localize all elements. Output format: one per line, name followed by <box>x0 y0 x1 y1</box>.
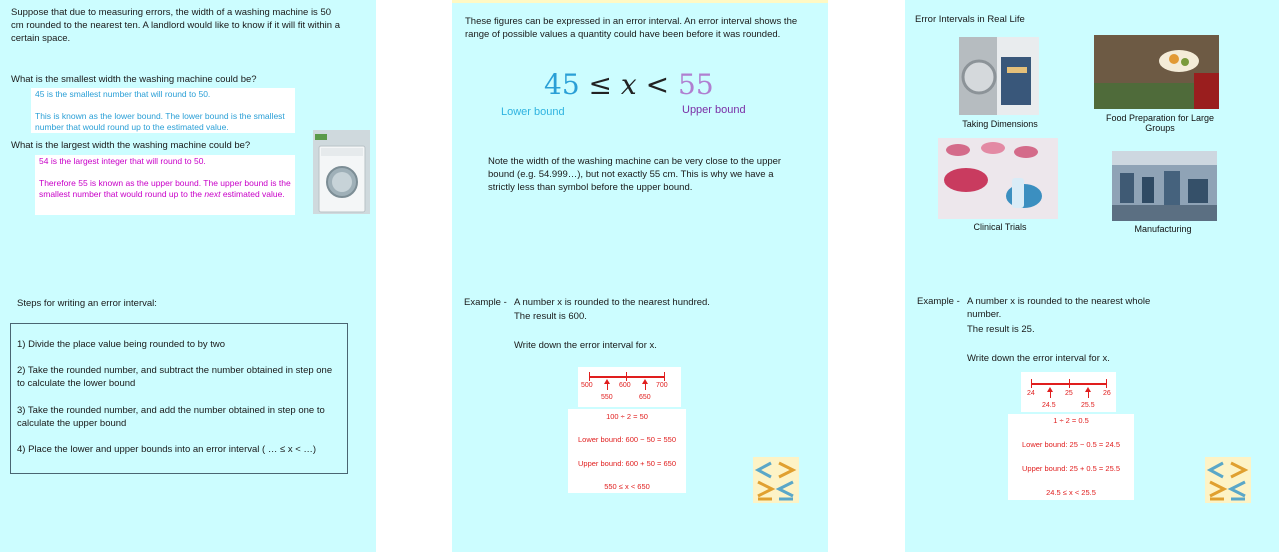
step-3: 3) Take the rounded number, and add the number obtained in step one to calculate the upper bound <box>17 405 325 429</box>
slide-panel-3 <box>905 0 1279 552</box>
working3-line-1: 1 ÷ 2 = 0.5 <box>1053 416 1089 425</box>
example3-line-1: A number x is rounded to the nearest whole number. <box>967 296 1151 320</box>
example3-line-2: The result is 25. <box>967 324 1035 335</box>
label-25-5: 25.5 <box>1081 402 1095 409</box>
working3-line-4: 24.5 ≤ x < 25.5 <box>1046 488 1096 497</box>
example-label: Example - <box>464 297 507 308</box>
upper-bound-label: Upper bound <box>682 104 746 116</box>
example-line-2: The result is 600. <box>514 311 587 322</box>
washing-machine-photo <box>313 130 370 214</box>
working-line-2: Lower bound: 600 − 50 = 550 <box>578 435 676 444</box>
working-line-4: 550 ≤ x < 650 <box>604 482 650 491</box>
caption-food-preparation: Food Preparation for Large Groups <box>1105 113 1215 133</box>
slide-panel-1 <box>0 0 376 552</box>
working-box-3 <box>1008 414 1134 500</box>
clinical-trials-photo <box>938 138 1058 219</box>
example3-line-3: Write down the error interval for x. <box>967 353 1110 364</box>
x-variable: x <box>620 68 637 101</box>
answer-largest-line1: 54 is the largest integer that will round to 50. <box>39 156 206 166</box>
label-24: 24 <box>1027 390 1035 397</box>
lower-bound-label: Lower bound <box>501 106 565 118</box>
top-strip <box>452 0 828 3</box>
working-box <box>568 409 686 493</box>
le-symbol: ≤ <box>588 68 613 101</box>
inequality-symbols-icon <box>753 457 799 503</box>
tick <box>589 372 590 381</box>
caption-manufacturing: Manufacturing <box>1134 224 1192 234</box>
slide-panel-2 <box>452 0 828 552</box>
tick <box>1106 379 1107 388</box>
working-line-3: Upper bound: 600 + 50 = 650 <box>578 459 676 468</box>
arrow-stem <box>1088 391 1089 398</box>
answer-smallest-line2: This is known as the lower bound. The lower bound is the smallest number that would round up to the estimated value. <box>35 111 285 132</box>
upper-number: 55 <box>678 68 714 101</box>
intro-text: Suppose that due to measuring errors, the width of a washing machine is 50 cm rounded to the nearest ten. A landlord would like to know if it will fit within a certain space. <box>11 7 340 44</box>
number-line-bar <box>589 376 665 378</box>
arrow-stem <box>607 383 608 390</box>
answer-smallest-line1: 45 is the smallest number that will round to 50. <box>35 89 211 99</box>
tick <box>626 372 627 381</box>
caption-taking-dimensions: Taking Dimensions <box>962 119 1038 129</box>
label-24-5: 24.5 <box>1042 402 1056 409</box>
answer-largest-line2: Therefore 55 is known as the upper bound. The upper bound is the smallest number that would round up to the next estimated value. <box>39 178 291 199</box>
arrow-stem <box>645 383 646 390</box>
label-25: 25 <box>1065 390 1073 397</box>
food-preparation-photo <box>1094 35 1219 109</box>
label-600: 600 <box>619 382 631 389</box>
answer-smallest-box <box>31 88 295 133</box>
label-26: 26 <box>1103 390 1111 397</box>
intro-text-2: These figures can be expressed in an error interval. An error interval shows the range of possible values a quantity could have been before it was rounded. <box>465 16 798 40</box>
lower-number: 45 <box>544 68 580 101</box>
label-700: 700 <box>656 382 668 389</box>
arrow-stem <box>1050 391 1051 398</box>
tick <box>1031 379 1032 388</box>
label-650: 650 <box>639 394 651 401</box>
tick <box>664 372 665 381</box>
inequality-symbols-icon <box>1205 457 1251 503</box>
measuring-photo <box>959 37 1039 115</box>
real-life-title: Error Intervals in Real Life <box>915 14 1025 25</box>
answer-largest-box <box>35 155 295 215</box>
label-550: 550 <box>601 394 613 401</box>
example-label-3: Example - <box>917 296 960 307</box>
label-500: 500 <box>581 382 593 389</box>
steps-title: Steps for writing an error interval: <box>17 298 157 309</box>
number-line-3 <box>1021 372 1116 412</box>
lt-symbol: < <box>645 68 670 101</box>
example-line-1: A number x is rounded to the nearest hundred. <box>514 297 710 308</box>
question-largest: What is the largest width the washing machine could be? <box>11 140 251 151</box>
caption-clinical-trials: Clinical Trials <box>973 222 1027 232</box>
working3-line-3: Upper bound: 25 + 0.5 = 25.5 <box>1022 464 1120 473</box>
step-4: 4) Place the lower and upper bounds into an error interval ( … ≤ x < …) <box>17 444 317 455</box>
example-line-3: Write down the error interval for x. <box>514 340 657 351</box>
question-smallest: What is the smallest width the washing machine could be? <box>11 74 257 85</box>
working-line-1: 100 ÷ 2 = 50 <box>606 412 648 421</box>
step-2: 2) Take the rounded number, and subtract the number obtained in step one to calculate the lower bound <box>17 365 333 389</box>
inequality-display <box>544 68 764 102</box>
tick <box>1069 379 1070 388</box>
note-text: Note the width of the washing machine can be very close to the upper bound (e.g. 54.999…), but not exactly 55 cm. This is why we have a strictly less than symbol before the upper bound. <box>488 156 782 193</box>
working3-line-2: Lower bound: 25 − 0.5 = 24.5 <box>1022 440 1120 449</box>
number-line <box>578 367 681 407</box>
manufacturing-photo <box>1112 151 1217 221</box>
step-1: 1) Divide the place value being rounded to by two <box>17 339 226 350</box>
steps-box <box>10 323 348 474</box>
